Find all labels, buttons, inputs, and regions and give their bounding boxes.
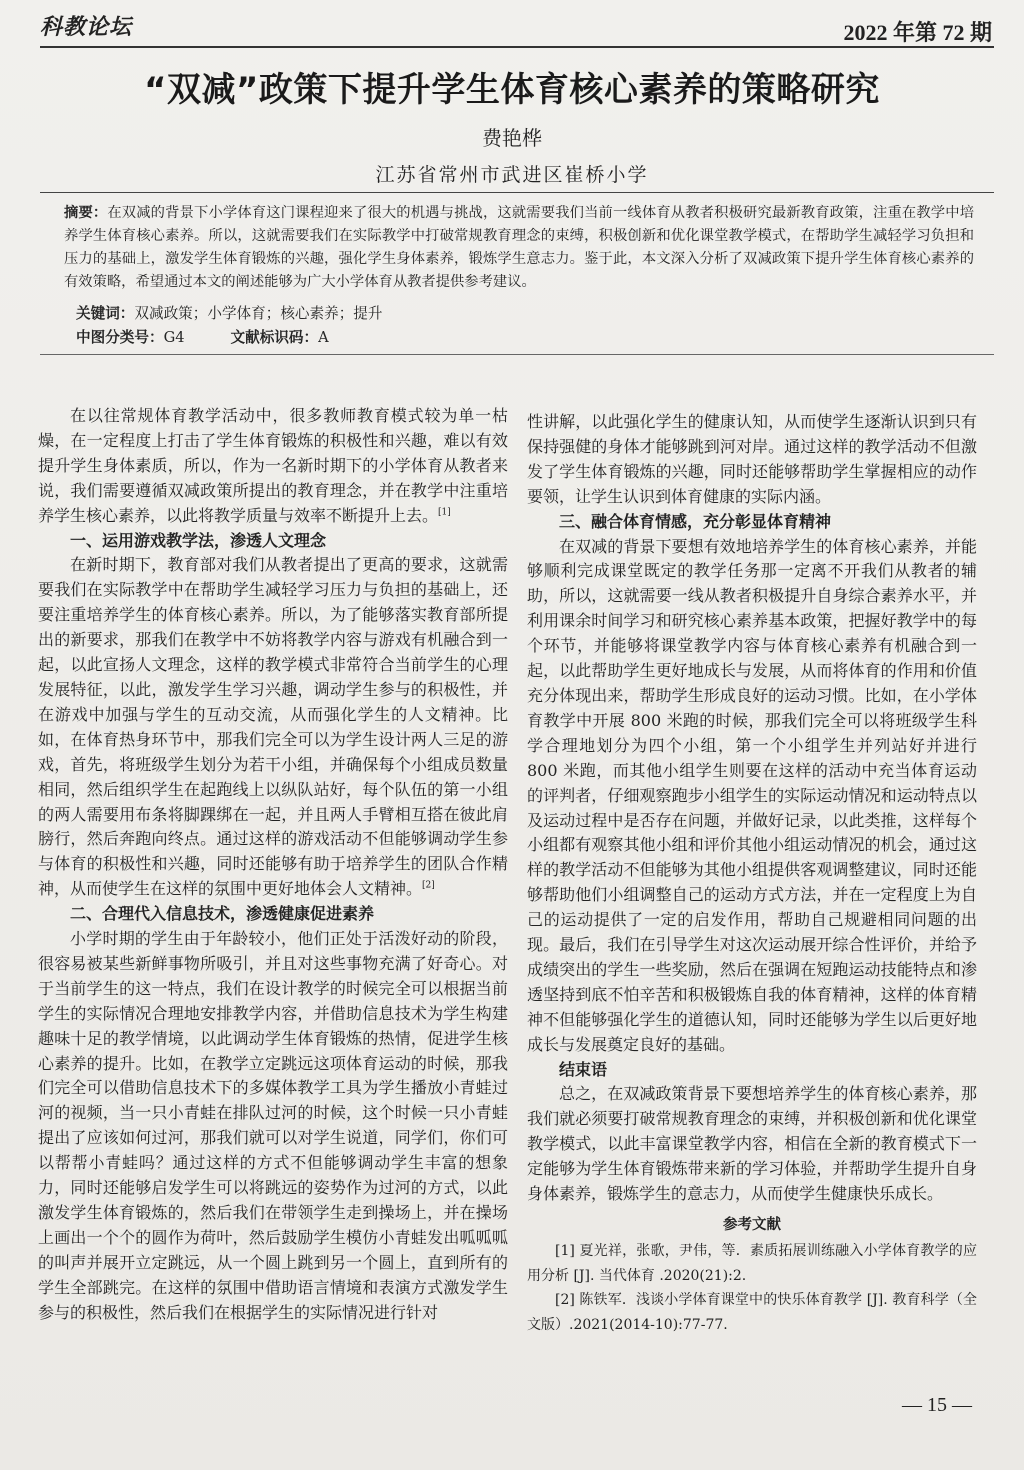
doc-code-label: 文献标识码：: [230, 329, 319, 346]
author-name: 费艳桦: [482, 126, 542, 150]
header-divider: [40, 46, 994, 48]
conclusion-heading: 结束语: [559, 1059, 608, 1079]
conclusion-paragraph: 总之，在双减政策背景下要想培养学生的体育核心素养，那我们就必须要打破常规教育理念的束缚，并积极创新和优化课堂教学模式，以此丰富课堂教学内容，相信在全新的教育模式下一定能够为学生体育锻炼带来新的学习体验，并帮助学生提升自身身体素养，锻炼学生的意志力，从而使学生健康快乐成长。: [527, 1084, 977, 1204]
page-number: — 15 —: [902, 1394, 972, 1416]
section-2-paragraph: 小学时期的学生由于年龄较小，他们正处于活泼好动的阶段，很容易被某些新鲜事物所吸引，并且对这些事物充满了好奇心。对于当前学生的这一特点，我们在设计教学的时候完全可以根据当前学生的实际情况合理地安排教学内容，并借助信息技术为学生构建趣味十足的教学情境，以此调动学生体育锻炼的热情，促进学生核心素养的提升。比如，在教学立定跳远这项体育运动的时候，那我们完全可以借助信息技术下的多媒体教学工具为学生播放小青蛙过河的视频，当一只小青蛙在排队过河的时候，这个时候一只小青蛙提出了应该如何过河，那我们就可以对学生说道，同学们，你们可以帮帮小青蛙吗？通过这样的方式不但能够调动学生丰富的想象力，同时还能够启发学生可以将跳远的姿势作为过河的方式，以此激发学生体育锻炼的，然后我们在带领学生走到操场上，并在操场上画出一个个的圆作为荷叶，然后鼓励学生模仿小青蛙发出呱呱呱的叫声并展开立定跳远，从一个圆上跳到另一个圆上，直到所有的学生全部跳完。在这样的氛围中借助语言情境和表演方式激发学生参与的积极性，然后我们在根据学生的实际情况进行针对: [38, 929, 508, 1322]
issue-number: 2022 年第 72 期: [843, 20, 992, 45]
clc-value: G4: [163, 329, 185, 346]
section-1-paragraph: 在新时期下，教育部对我们从教者提出了更高的要求，这就需要我们在实际教学中在帮助学生减轻学习压力与负担的基础上，还要注重培养学生的体育核心素养。所以，为了能够落实教育部所提出的新要求，那我们在教学中不妨将教学内容与游戏有机融合到一起，以此宣扬人文理念，这样的教学模式非常符合当前学生的心理发展特征，以此，激发学生学习兴趣，调动学生参与的积极性，并在游戏中加强与学生的互动交流，从而强化学生的人文精神。比如，在体育热身环节中，那我们完全可以为学生设计两人三足的游戏，首先，将班级学生划分为若干小组，并确保每个小组成员数量相同，然后组织学生在起跑线上以纵队站好，每个队伍的第一小组的两人需要用布条将脚踝绑在一起，并且两人手臂相互搭在彼此肩膀行，然后奔跑向终点。通过这样的游戏活动不但能够调动学生参与体育的积极性和兴趣，同时还能够有助于培养学生的团队合作精神，从而使学生在这样的氛围中更好地体会人文精神。[2]: [38, 555, 508, 899]
keywords-text: 双减政策；小学体育；核心素养；提升: [134, 305, 383, 322]
classification-line: [76, 326, 329, 347]
abstract-divider: [40, 192, 994, 193]
abstract-label: 摘要：: [64, 205, 108, 221]
reference-item: [1] 夏光祥，张歌，尹伟，等．素质拓展训练融入小学体育教学的应用分析 [J]. 当代体育 .2020(21):2.: [527, 1243, 977, 1284]
keywords: [76, 302, 383, 323]
citation-1: [1]: [438, 507, 451, 518]
citation-2: [2]: [422, 880, 435, 891]
journal-masthead: 科教论坛: [40, 15, 133, 40]
abstract: [64, 202, 974, 294]
abstract-text: 在双减的背景下小学体育这门课程迎来了很大的机遇与挑战，这就需要我们当前一线体育从教者积极研究最新教育政策，注重在教学中培养学生体育核心素养。所以，这就需要我们在实际教学中打破常规教育理念的束缚，积极创新和优化课堂教学模式，在帮助学生减轻学习负担和压力的基础上，激发学生体育锻炼的兴趣，强化学生身体素养，锻炼学生意志力。鉴于此，本文深入分析了双减政策下提升学生体育核心素养的有效策略，希望通过本文的阐述能够为广大小学体育从教者提供参考建议。: [64, 205, 974, 290]
section-heading-2: 二、合理代入信息技术，渗透健康促进素养: [70, 904, 375, 924]
intro-paragraph: 在以往常规体育教学活动中，很多教师教育模式较为单一枯燥，在一定程度上打击了学生体育锻炼的积极性和兴趣，难以有效提升学生身体素质，所以，作为一名新时期下的小学体育从教者来说，我们需要遵循双减政策所提出的教育理念，并在教学中注重培养学生核心素养，以此将教学质量与效率不断提升上去。[1]: [38, 406, 508, 525]
left-column: [38, 404, 508, 1326]
clc-label: 中图分类号：: [76, 329, 164, 346]
body-divider: [40, 354, 994, 355]
article-title: “双减”政策下提升学生体育核心素养的策略研究: [144, 70, 880, 110]
right-column: [527, 410, 977, 1337]
section-heading-3: 三、融合体育情感，充分彰显体育精神: [559, 511, 832, 531]
keywords-label: 关键词：: [76, 305, 135, 322]
author-affiliation: 江苏省常州市武进区崔桥小学: [375, 164, 649, 186]
references-title: 参考文献: [723, 1217, 781, 1233]
reference-item: [2] 陈铁军．浅谈小学体育课堂中的快乐体育教学 [J]. 教育科学（全文版）.2021(2014-10):77-77.: [527, 1292, 977, 1333]
doc-code-value: A: [318, 329, 329, 346]
section-heading-1: 一、运用游戏教学法，渗透人文理念: [70, 530, 327, 550]
section-3-paragraph: 在双减的背景下要想有效地培养学生的体育核心素养，并能够顺利完成课堂既定的教学任务那一定离不开我们从教者的辅助，所以，这就需要一线从教者积极提升自身综合素养水平，并利用课余时间学习和研究核心素养基本政策，把握好教学中的每个环节，并能够将课堂教学内容与体育核心素养有机融合到一起，以此帮助学生更好地成长与发展，从而将体育的作用和价值充分体现出来，帮助学生形成良好的运动习惯。比如，在小学体育教学中开展 800 米跑的时候，那我们完全可以将班级学生科学合理地划分为四个小组，第一个小组学生并列站好并进行 800 米跑，而其他小组学生则要在这样的活动中充当体育运动的评判者，仔细观察跑步小组学生的实际运动情况和运动特点以及运动过程中是否存在问题，并做好记录，以此类推，这样每个小组都有观察其他小组和评价其他小组运动情况的机会，通过这样的教学活动不但能够为其他小组提供客观调整建议，同时还能够帮助他们小组调整自己的运动方式方法，并在一定程度上为自己的运动提供了一定的启发作用，帮助自己规避相同问题的出现。最后，我们在引导学生对这次运动展开综合性评价，并给予成绩突出的学生一些奖励，然后在强调在短跑运动技能特点和渗透坚持到底不怕辛苦和积极锻炼自我的体育精神，这样的体育精神不但能够强化学生的道德认知，同时还能够为学生以后更好地成长与发展奠定良好的基础。: [527, 536, 977, 1054]
section-2-continuation: 性讲解，以此强化学生的健康认知，从而使学生逐渐认识到只有保持强健的身体才能够跳到河对岸。通过这样的教学活动不但激发了学生体育锻炼的兴趣，同时还能够帮助学生掌握相应的动作要领，让学生认识到体育健康的实际内涵。: [527, 412, 977, 506]
